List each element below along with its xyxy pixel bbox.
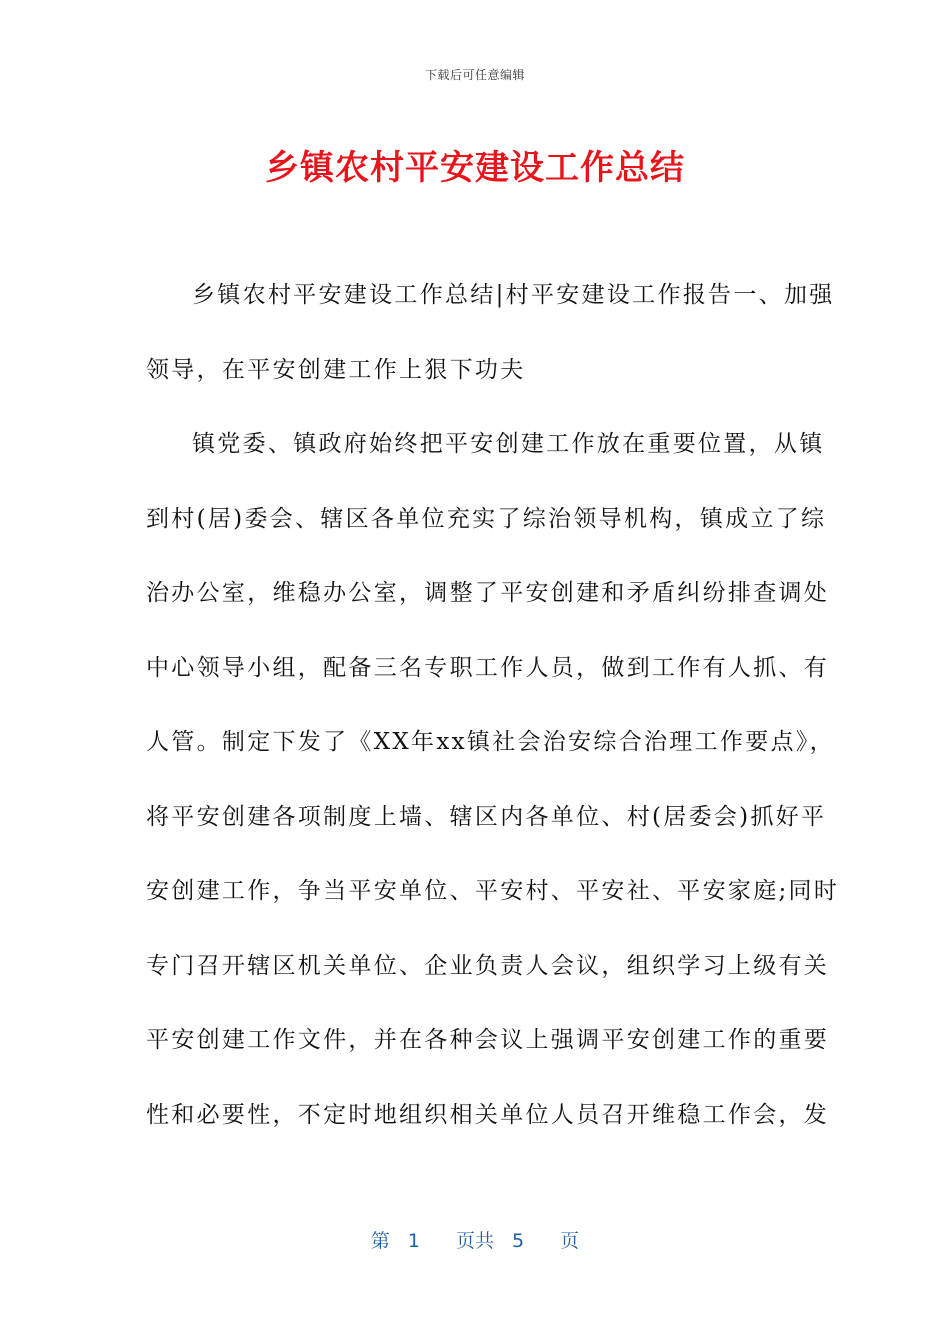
- header-note: 下载后可任意编辑: [424, 68, 525, 82]
- footer-current-page: 1: [407, 1230, 420, 1252]
- footer-label-page: 第: [370, 1230, 390, 1252]
- body-line: 中心领导小组，配备三名专职工作人员，做到工作有人抓、有: [146, 654, 830, 681]
- footer-label-of: 页共: [455, 1230, 494, 1252]
- body-line: 将平安创建各项制度上墙、辖区内各单位、村(居委会)抓好平: [146, 803, 827, 830]
- document-title: 乡镇农村平安建设工作总结: [265, 148, 685, 188]
- footer-label-end: 页: [560, 1230, 580, 1252]
- body-line: 治办公室，维稳办公室，调整了平安创建和矛盾纠纷排查调处: [146, 580, 830, 606]
- footer-total-pages: 5: [512, 1230, 525, 1252]
- body-line: 平安创建工作文件，并在各种会议上强调平安创建工作的重要: [146, 1027, 830, 1053]
- body-line: 领导，在平安创建工作上狠下功夫: [146, 356, 526, 383]
- page-footer: [0, 1226, 950, 1253]
- body-line: 性和必要性，不定时地组织相关单位人员召开维稳工作会，发: [146, 1101, 830, 1128]
- body-line: 镇党委、镇政府始终把平安创建工作放在重要位置，从镇: [192, 431, 825, 457]
- body-line: 人管。制定下发了《XX年xx镇社会治安综合治理工作要点》，: [146, 729, 835, 755]
- body-line: 乡镇农村平安建设工作总结|村平安建设工作报告一、加强: [192, 282, 835, 308]
- document-body: [146, 258, 840, 1152]
- body-line: 到村(居)委会、辖区各单位充实了综治领导机构，镇成立了综: [146, 505, 827, 532]
- body-line: 专门召开辖区机关单位、企业负责人会议，组织学习上级有关: [146, 952, 830, 979]
- body-line: 安创建工作，争当平安单位、平安村、平安社、平安家庭;同时: [146, 878, 840, 904]
